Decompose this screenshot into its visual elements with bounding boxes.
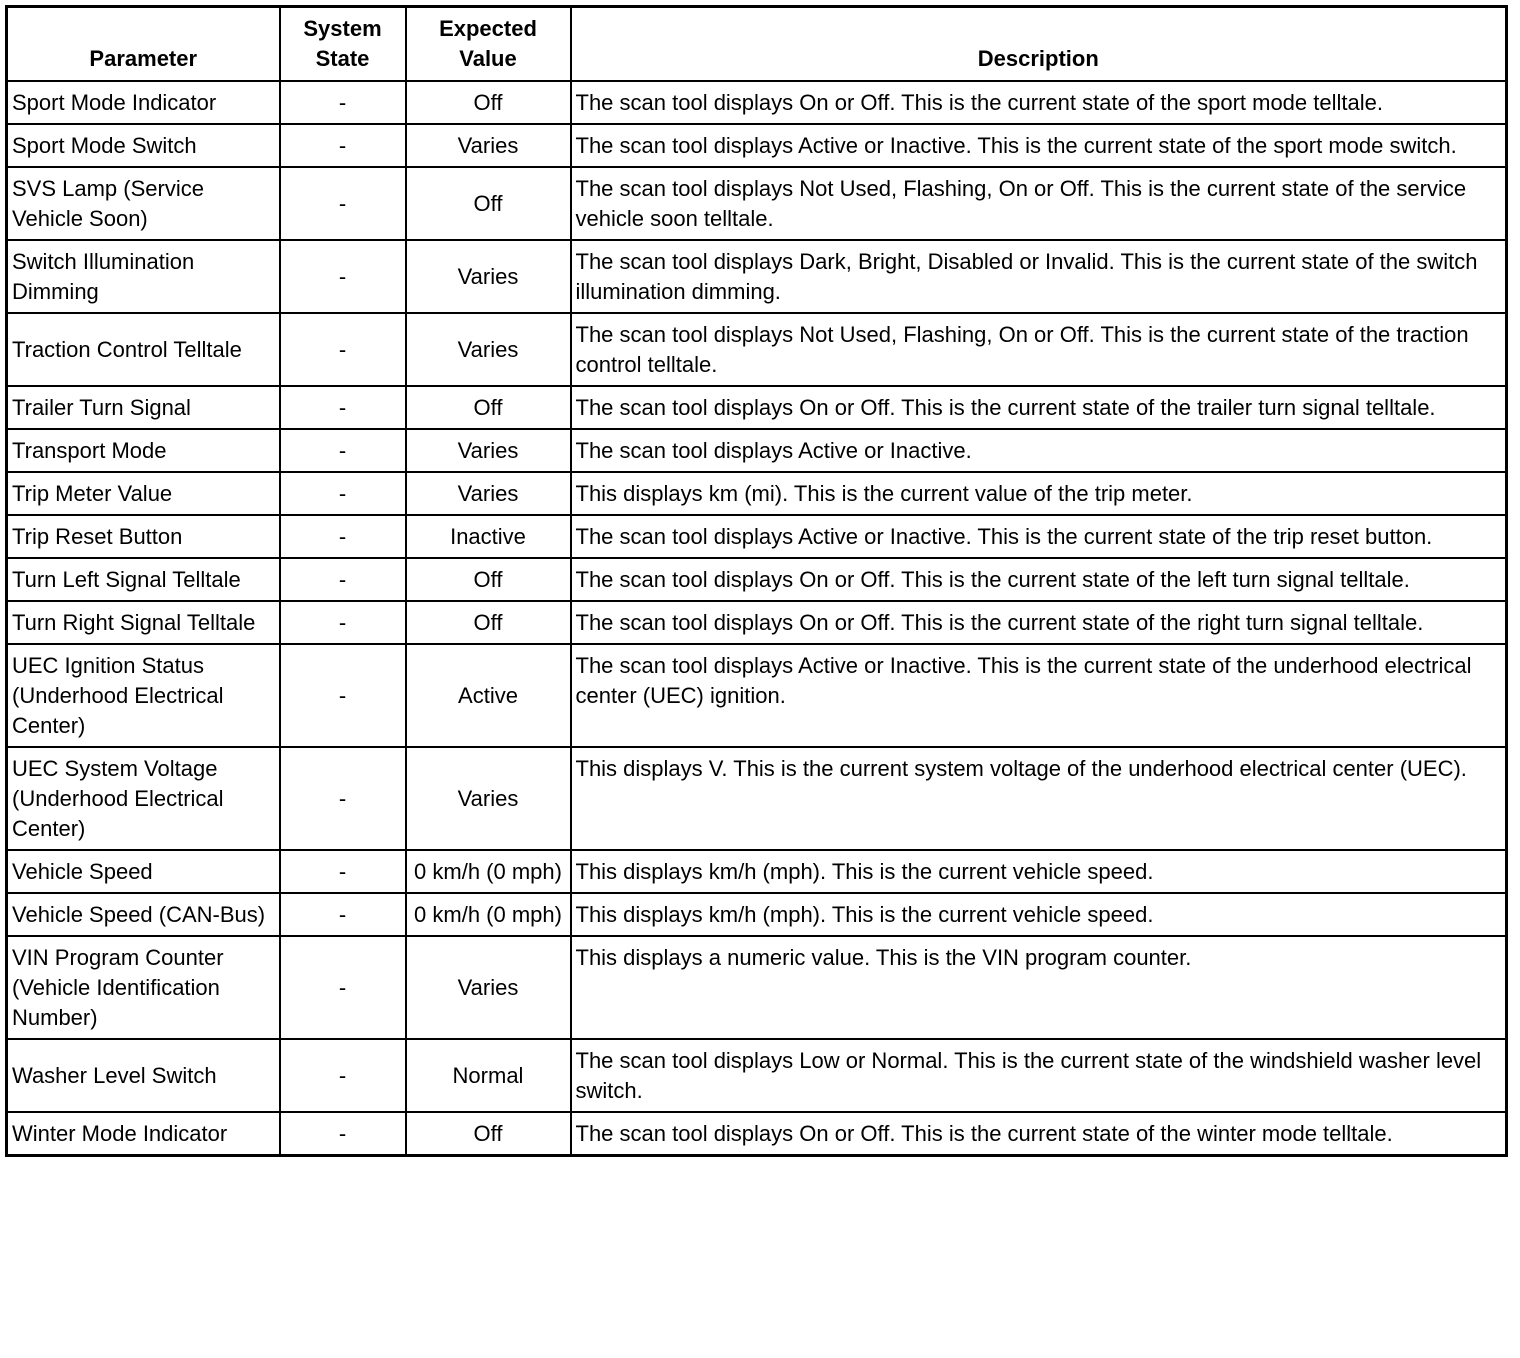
description-cell: The scan tool displays Active or Inactive. This is the current state of the underhood electrical center (UEC) ignition.: [571, 644, 1507, 747]
description-cell: The scan tool displays Not Used, Flashing, On or Off. This is the current state of the traction control telltale.: [571, 313, 1507, 386]
expected-value-cell: Varies: [406, 240, 571, 313]
description-cell: The scan tool displays On or Off. This is the current state of the trailer turn signal telltale.: [571, 386, 1507, 429]
parameter-cell: VIN Program Counter (Vehicle Identification Number): [7, 936, 280, 1039]
parameter-cell: Turn Left Signal Telltale: [7, 558, 280, 601]
description-cell: This displays a numeric value. This is the VIN program counter.: [571, 936, 1507, 1039]
table-row: [7, 601, 1507, 644]
parameter-cell: Transport Mode: [7, 429, 280, 472]
description-cell: The scan tool displays On or Off. This is the current state of the left turn signal telltale.: [571, 558, 1507, 601]
expected-value-cell: Off: [406, 601, 571, 644]
system-state-cell: -: [280, 644, 406, 747]
table-row: [7, 429, 1507, 472]
system-state-cell: -: [280, 515, 406, 558]
table-row: [7, 558, 1507, 601]
table-row: [7, 386, 1507, 429]
system-state-cell: -: [280, 747, 406, 850]
header-description: Description: [571, 7, 1507, 82]
description-cell: The scan tool displays On or Off. This is the current state of the right turn signal telltale.: [571, 601, 1507, 644]
system-state-cell: -: [280, 893, 406, 936]
description-cell: The scan tool displays Dark, Bright, Disabled or Invalid. This is the current state of the switch illumination dimming.: [571, 240, 1507, 313]
table-row: [7, 515, 1507, 558]
expected-value-cell: Off: [406, 81, 571, 124]
description-cell: The scan tool displays Active or Inactive. This is the current state of the sport mode switch.: [571, 124, 1507, 167]
system-state-cell: -: [280, 240, 406, 313]
parameter-cell: Trailer Turn Signal: [7, 386, 280, 429]
description-cell: This displays V. This is the current system voltage of the underhood electrical center (UEC).: [571, 747, 1507, 850]
expected-value-cell: Varies: [406, 124, 571, 167]
expected-value-cell: Off: [406, 167, 571, 240]
table-row: [7, 472, 1507, 515]
expected-value-cell: Varies: [406, 429, 571, 472]
expected-value-cell: Inactive: [406, 515, 571, 558]
table-row: [7, 167, 1507, 240]
table-row: [7, 893, 1507, 936]
expected-value-cell: Varies: [406, 472, 571, 515]
description-cell: The scan tool displays Low or Normal. This is the current state of the windshield washer level switch.: [571, 1039, 1507, 1112]
system-state-cell: -: [280, 313, 406, 386]
parameter-cell: Vehicle Speed (CAN-Bus): [7, 893, 280, 936]
system-state-cell: -: [280, 1112, 406, 1156]
parameter-table: [5, 5, 1508, 1157]
table-row: [7, 81, 1507, 124]
header-expected-value: Expected Value: [406, 7, 571, 82]
expected-value-cell: Varies: [406, 936, 571, 1039]
system-state-cell: -: [280, 558, 406, 601]
expected-value-cell: Off: [406, 1112, 571, 1156]
system-state-cell: -: [280, 429, 406, 472]
parameter-cell: Sport Mode Switch: [7, 124, 280, 167]
parameter-cell: Traction Control Telltale: [7, 313, 280, 386]
parameter-cell: Trip Meter Value: [7, 472, 280, 515]
expected-value-cell: Normal: [406, 1039, 571, 1112]
system-state-cell: -: [280, 1039, 406, 1112]
description-cell: The scan tool displays Active or Inactive. This is the current state of the trip reset button.: [571, 515, 1507, 558]
parameter-cell: Trip Reset Button: [7, 515, 280, 558]
description-cell: The scan tool displays On or Off. This is the current state of the sport mode telltale.: [571, 81, 1507, 124]
parameter-cell: UEC System Voltage (Underhood Electrical Center): [7, 747, 280, 850]
table-row: [7, 1039, 1507, 1112]
table-row: [7, 240, 1507, 313]
expected-value-cell: 0 km/h (0 mph): [406, 893, 571, 936]
parameter-cell: UEC Ignition Status (Underhood Electrical Center): [7, 644, 280, 747]
system-state-cell: -: [280, 386, 406, 429]
expected-value-cell: Varies: [406, 747, 571, 850]
system-state-cell: -: [280, 81, 406, 124]
expected-value-cell: Active: [406, 644, 571, 747]
description-cell: This displays km/h (mph). This is the current vehicle speed.: [571, 850, 1507, 893]
parameter-cell: Winter Mode Indicator: [7, 1112, 280, 1156]
parameter-cell: SVS Lamp (Service Vehicle Soon): [7, 167, 280, 240]
header-system-state: System State: [280, 7, 406, 82]
system-state-cell: -: [280, 936, 406, 1039]
description-cell: The scan tool displays Not Used, Flashing, On or Off. This is the current state of the service vehicle soon telltale.: [571, 167, 1507, 240]
description-cell: The scan tool displays Active or Inactive.: [571, 429, 1507, 472]
parameter-cell: Washer Level Switch: [7, 1039, 280, 1112]
parameter-cell: Vehicle Speed: [7, 850, 280, 893]
system-state-cell: -: [280, 472, 406, 515]
table-row: [7, 850, 1507, 893]
system-state-cell: -: [280, 124, 406, 167]
table-row: [7, 1112, 1507, 1156]
description-cell: This displays km/h (mph). This is the current vehicle speed.: [571, 893, 1507, 936]
header-parameter: Parameter: [7, 7, 280, 82]
expected-value-cell: Off: [406, 386, 571, 429]
expected-value-cell: Off: [406, 558, 571, 601]
parameter-cell: Sport Mode Indicator: [7, 81, 280, 124]
parameter-cell: Turn Right Signal Telltale: [7, 601, 280, 644]
description-cell: This displays km (mi). This is the current value of the trip meter.: [571, 472, 1507, 515]
table-row: [7, 644, 1507, 747]
parameter-cell: Switch Illumination Dimming: [7, 240, 280, 313]
table-row: [7, 124, 1507, 167]
system-state-cell: -: [280, 167, 406, 240]
expected-value-cell: Varies: [406, 313, 571, 386]
table-row: [7, 313, 1507, 386]
table-row: [7, 936, 1507, 1039]
header-row: [7, 7, 1507, 82]
table-row: [7, 747, 1507, 850]
system-state-cell: -: [280, 601, 406, 644]
expected-value-cell: 0 km/h (0 mph): [406, 850, 571, 893]
description-cell: The scan tool displays On or Off. This is the current state of the winter mode telltale.: [571, 1112, 1507, 1156]
system-state-cell: -: [280, 850, 406, 893]
